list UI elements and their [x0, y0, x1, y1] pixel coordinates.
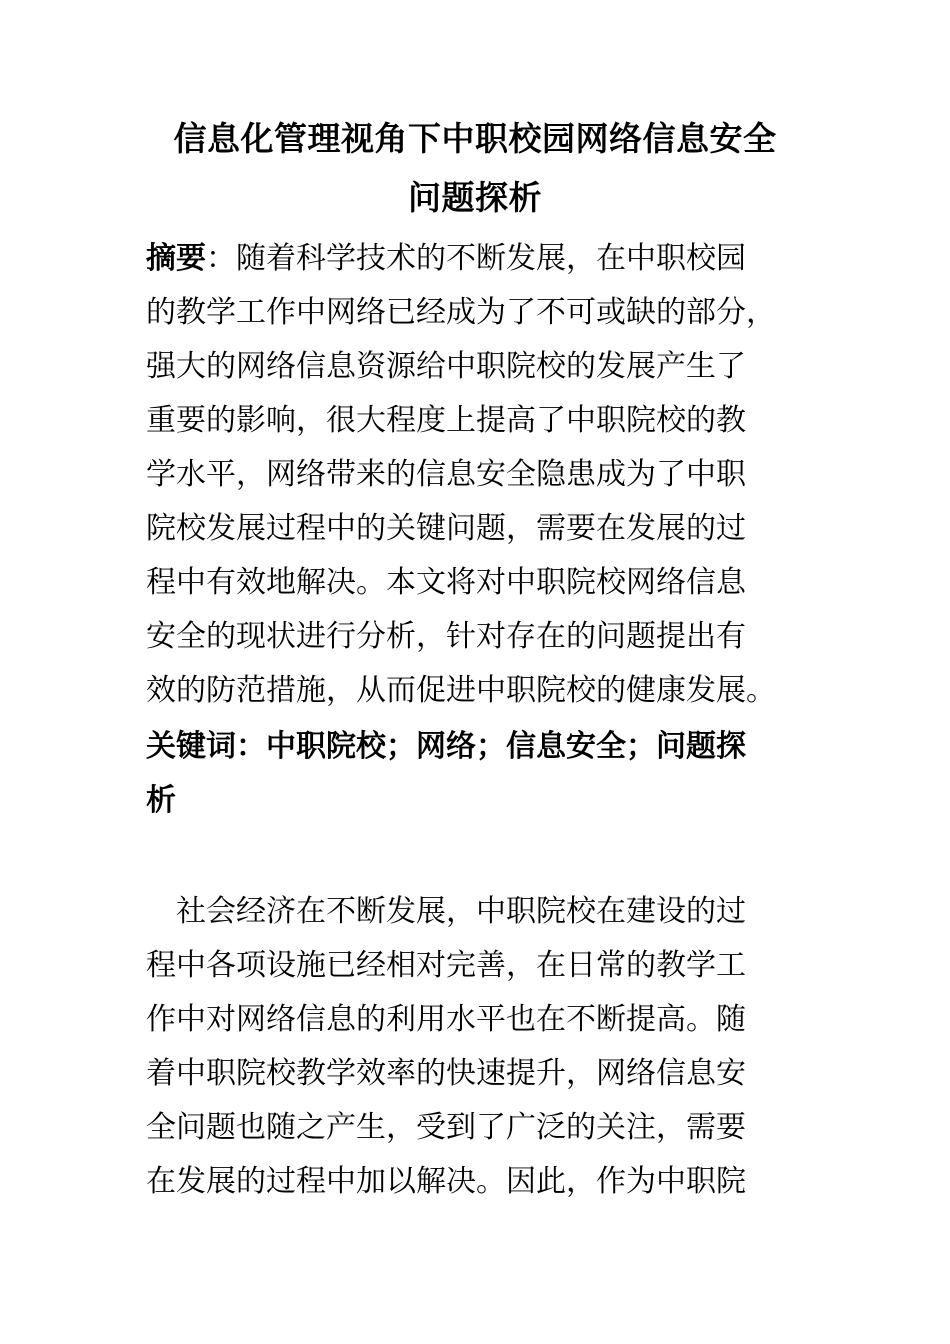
abstract-text-line-6: 院校发展过程中的关键问题，需要在发展的过 — [146, 511, 746, 546]
document-title-line-1: 信息化管理视角下中职校园网络信息安全 — [173, 119, 777, 158]
abstract-text-line-8: 安全的现状进行分析，针对存在的问题提出有 — [146, 619, 746, 654]
abstract-text-line-4: 重要的影响，很大程度上提高了中职院校的教 — [146, 403, 746, 438]
body-text-line-4: 着中职院校教学效率的快速提升，网络信息安 — [146, 1056, 746, 1091]
keywords-line-1: 关键词：中职院校；网络；信息安全；问题探 — [146, 729, 746, 764]
body-text-line-6: 在发展的过程中加以解决。因此，作为中职院 — [146, 1164, 746, 1199]
abstract-text-line-7: 程中有效地解决。本文将对中职院校网络信息 — [146, 565, 746, 600]
body-text-line-3: 作中对网络信息的利用水平也在不断提高。随 — [146, 1002, 746, 1037]
keywords-line-2: 析 — [146, 783, 176, 818]
abstract-text-line-9: 效的防范措施，从而促进中职院校的健康发展。 — [146, 673, 776, 708]
abstract-label: 摘要 — [146, 241, 206, 276]
body-text-line-1: 社会经济在不断发展，中职院校在建设的过 — [176, 894, 746, 929]
document-title-line-2: 问题探析 — [408, 178, 542, 217]
body-text-line-5: 全问题也随之产生，受到了广泛的关注，需要 — [146, 1110, 746, 1145]
abstract-text-line-1: ：随着科学技术的不断发展，在中职校园 — [206, 241, 746, 276]
abstract-text-line-2: 的教学工作中网络已经成为了不可或缺的部分， — [146, 295, 776, 330]
abstract-text-line-5: 学水平，网络带来的信息安全隐患成为了中职 — [146, 457, 746, 492]
abstract-first-line — [146, 239, 746, 279]
body-text-line-2: 程中各项设施已经相对完善，在日常的教学工 — [146, 948, 746, 983]
abstract-text-line-3: 强大的网络信息资源给中职院校的发展产生了 — [146, 349, 746, 384]
